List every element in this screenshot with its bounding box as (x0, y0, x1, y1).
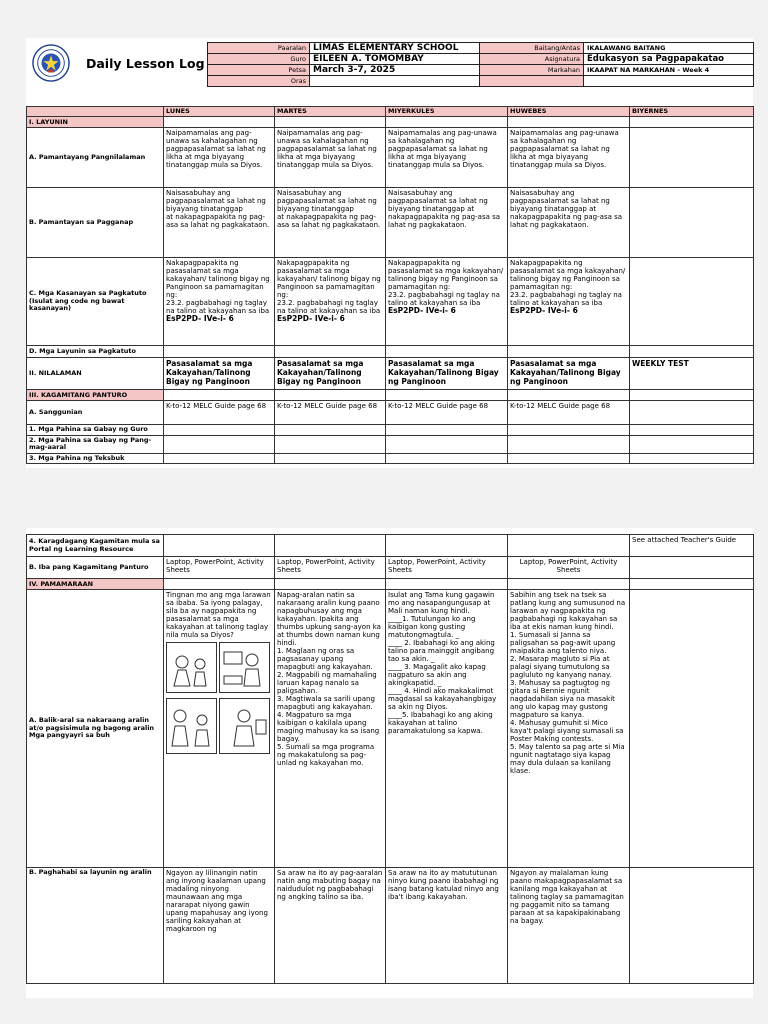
cell-tue: Naipamamalas ang pag-unawa sa kahalagahan ng pagpapasalamat sa lahat ng likha at mga biyayang tinatanggap mula sa Diyos. (275, 128, 386, 188)
kasanayan-code: EsP2PD- IVe-i- 6 (388, 306, 456, 315)
asignatura-value: Edukasyon sa Pagpapakatao (584, 54, 754, 65)
oras-value (310, 76, 480, 87)
cell-wed: Pasasalamat sa mga Kakayahan/Talinong Bigay ng Panginoon (386, 358, 508, 390)
petsa-label: Petsa (208, 65, 310, 76)
cell-fri: WEEKLY TEST (630, 358, 754, 390)
row-label: A. Pamantayang Pangnilalaman (27, 128, 164, 188)
pamantayang-pangnilalaman-row (27, 128, 754, 188)
layunin-row (27, 117, 754, 128)
cell-mon: Ngayon ay lilinangin natin ang inyong kaalaman upang madaling ninyong maunawaan ang mga nararapat niyong gawin upang mapahusay ang iyong sariling kakayahan at magkaroon ng (164, 868, 275, 984)
kasanayan-row (27, 258, 754, 346)
markahan-label: Markahan (480, 65, 584, 76)
iba-pang-row (27, 557, 754, 579)
cell-fri (630, 128, 754, 188)
balik-aral-mon-text: Tingnan mo ang mga larawan sa ibaba. Sa iyong palagay, sila ba ay nagpapakita ng pasasalamat sa mga kakayahan at talinong taglay nila mula sa Diyos? (166, 591, 271, 639)
row-label: B. Iba pang Kagamitang Panturo (27, 557, 164, 579)
cell-mon: Pasasalamat sa mga Kakayahan/Talinong Bigay ng Panginoon (164, 358, 275, 390)
cell-wed (386, 258, 508, 346)
section-layunin: I. LAYUNIN (27, 117, 164, 128)
cell-tue: Sa araw na ito ay pag-aaralan natin ang mabuting bagay na naidudulot ng pagbabahagi ng angking talino sa iba. (275, 868, 386, 984)
cell-tue (275, 258, 386, 346)
header (26, 38, 753, 88)
cell-tue: K-to-12 MELC Guide page 68 (275, 401, 386, 425)
pamantayan-sa-pagganap-row (27, 188, 754, 258)
cell-thu: Laptop, PowerPoint, Activity Sheets (508, 557, 630, 579)
row-label: 2. Mga Pahina sa Gabay ng Pang-mag-aaral (27, 435, 164, 453)
cell-fri (630, 258, 754, 346)
blank-value (584, 76, 754, 87)
kasanayan-code: EsP2PD- IVe-i- 6 (510, 306, 578, 315)
days-header-row (27, 107, 754, 117)
kasanayan-text: Nakapagpapakita ng pasasalamat sa mga kakayahan/ talinong bigay ng Panginoon sa pamamagitan ng: 23.2. pagbabahagi ng taglay na talino at kakayahan sa iba (510, 259, 626, 307)
cell-mon (164, 590, 275, 868)
kagamitang-row (27, 390, 754, 401)
cell-thu: Ngayon ay malalaman kung paano makapagpapasalamat sa kanilang mga kakayahan at talinong taglay sa pamamagitan ng paggamit nito sa tamang paraan at sa kapakipakinabang na bagay. (508, 868, 630, 984)
row-label: A. Sanggunian (27, 401, 164, 425)
cell-wed: Isulat ang Tama kung gagawin mo ang nasapangungusap at Mali naman kung hindi. ____1. Tutulungan ko ang kaibigan kong gusting matutongmagtula. _ ____ 2. Ibabahagi ko ang aking talino para mainggit angibang tao sa akin. _ ____ 3. Magagalit ako kapag nagpaturo sa akin ang akingkapatid. _ ____ 4. Hindi ako makakalimot magdasal sa kakayahangbigay sa akin ng Diyos. ____5. Ibabahagi ko ang aking kakayahan at talino paramakatulong sa kapwa. (386, 590, 508, 868)
cell-wed: Sa araw na ito ay matututunan ninyo kung paano ibabahagi ng isang batang katulad ninyo ang iba't ibang kakayahan. (386, 868, 508, 984)
cell-mon: Laptop, PowerPoint, Activity Sheets (164, 557, 275, 579)
day-huwebes: HUWEBES (508, 107, 630, 117)
day-martes: MARTES (275, 107, 386, 117)
lesson-table-page-1 (26, 106, 754, 464)
kasanayan-text: Nakapagpapakita ng pasasalamat sa mga kakayahan/ talinong bigay ng Panginoon sa pamamagitan ng: 23.2. pagbabahagi ng taglay na talino at kakayahan sa iba (166, 259, 270, 315)
cell-fri (630, 401, 754, 425)
section-kagamitang: III. KAGAMITANG PANTURO (27, 390, 164, 401)
cell-thu: Naipamamalas ang pag-unawa sa kahalagahan ng pagpapasalamat sa lahat ng likha at mga biyayang tinatanggap mula sa Diyos. (508, 128, 630, 188)
kasanayan-code: EsP2PD- IVe-i- 6 (166, 314, 234, 323)
balik-aral-row (27, 590, 754, 868)
day-lunes: LUNES (164, 107, 275, 117)
row-label: B. Paghahabi sa layunin ng aralin (27, 868, 164, 984)
cell-wed: Laptop, PowerPoint, Activity Sheets (386, 557, 508, 579)
lesson-log-page-1 (26, 38, 753, 468)
row-label: D. Mga Layunin sa Pagkatuto (27, 346, 164, 358)
header-info-table (207, 42, 754, 87)
days-corner (27, 107, 164, 117)
markahan-value: IKAAPAT NA MARKAHAN - Week 4 (584, 65, 754, 76)
cell-fri (630, 557, 754, 579)
day-miyerkules: MIYERKULES (386, 107, 508, 117)
asignatura-label: Asignatura (480, 54, 584, 65)
cell-thu: K-to-12 MELC Guide page 68 (508, 401, 630, 425)
paaralan-label: Paaralan (208, 43, 310, 54)
children-illustration (166, 642, 270, 754)
deped-seal-logo (32, 44, 70, 82)
lesson-table-page-2 (26, 534, 754, 984)
cell-mon: Naisasabuhay ang pagpapasalamat sa lahat ng biyayang tinatanggap at nakapagpapakita ng pag-asa sa lahat ng pagkakataon. (164, 188, 275, 258)
cell-tue: Napag-aralan natin sa nakaraang aralin kung paano napagbuhusay ang mga kakayahan. Ipakita ang thumbs upkung sang-ayon ka at thumbs down naman kung hindi. 1. Maglaan ng oras sa pagsasanay upang mapagbuti ang kakayahan. 2. Magpabili ng mamahaling laruan kapag nanalo sa paligsahan. 3. Magtiwala sa sarili upang mapagbuti ang kakayahan. 4. Magpaturo sa mga kaibigan o kakilala upang maging mahusay ka sa isang bagay. 5. Sumali sa mga programa ng makakatulong sa pag-unlad ng kakayahan mo. (275, 590, 386, 868)
cell-wed: K-to-12 MELC Guide page 68 (386, 401, 508, 425)
paaralan-value: LIMAS ELEMENTARY SCHOOL (310, 43, 480, 54)
cell-mon (164, 258, 275, 346)
document-title: Daily Lesson Log (86, 56, 205, 71)
cell-thu: Pasasalamat sa mga Kakayahan/Talinong Bigay ng Panginoon (508, 358, 630, 390)
kasanayan-text: Nakapagpapakita ng pasasalamat sa mga kakayahan/ talinong bigay ng Panginoon sa pamamagitan ng: 23.2. pagbabahagi ng taglay na talino at kakayahan sa iba (277, 259, 381, 315)
row-label: C. Mga Kasanayan sa Pagkatuto (Isulat ang code ng bawat kasanayan) (27, 258, 164, 346)
blank-label (480, 76, 584, 87)
row-label: B. Pamantayan sa Pagganap (27, 188, 164, 258)
cell-fri (630, 188, 754, 258)
cell-thu: Sabihin ang tsek na tsek sa patlang kung ang sumusunod na larawan ay nagpapakita ng pagbabahagi ng kakayahan sa iba at ekis naman kung hindi. 1. Sumasali si Janna sa paligsahan sa pag-awit upang maipakita ang talento niya. 2. Masarap magluto si Pia at palagi siyang tumutulong sa pagluluto ng kanyang nanay. 3. Mahusay sa pagtugtog ng gitara si Bennie ngunit nagdadahilan siya na masakit ang ulo kapag may gustong magpaturo sa kanya. 4. Mahusay gumuhit si Mico kaya't palagi siyang sumasali sa Poster Making contests. 5. May talento sa pag arte si Mia ngunit nagtatago siya kapag may dula dulaan sa kanilang klase. (508, 590, 630, 868)
row-label: 1. Mga Pahina sa Gabay ng Guro (27, 425, 164, 436)
cell-wed: Naipamamalas ang pag-unawa sa kahalagahan ng pagpapasalamat sa lahat ng likha at mga biyayang tinatanggap mula sa Diyos. (386, 128, 508, 188)
row-label: 4. Karagdagang Kagamitan mula sa Portal ng Learning Resource (27, 535, 164, 557)
kasanayan-code: EsP2PD- IVe-i- 6 (277, 314, 345, 323)
row-label: II. NILALAMAN (27, 358, 164, 390)
cell-wed: Naisasabuhay ang pagpapasalamat sa lahat ng biyayang tinatanggap at nakapagpapakita ng pag-asa sa lahat ng pagkakataon. (386, 188, 508, 258)
row-label: A. Balik-aral sa nakaraang aralin at/o pagsisimula ng bagong aralin Mga pangyayri sa buh (27, 590, 164, 868)
day-biyernes: BIYERNES (630, 107, 754, 117)
cell-thu: Naisasabuhay ang pagpapasalamat sa lahat ng biyayang tinatanggap at nakapagpapakita ng pag-asa sa lahat ng pagkakataon. (508, 188, 630, 258)
baitang-value: IKALAWANG BAITANG (584, 43, 754, 54)
cell-fri (630, 868, 754, 984)
nilalaman-row (27, 358, 754, 390)
cell-mon: K-to-12 MELC Guide page 68 (164, 401, 275, 425)
oras-label: Oras (208, 76, 310, 87)
pamamaraan-row (27, 579, 754, 590)
guro-value: EILEEN A. TOMOMBAY (310, 54, 480, 65)
sanggunian-row (27, 401, 754, 425)
guro-label: Guro (208, 54, 310, 65)
cell-mon: Naipamamalas ang pag-unawa sa kahalagahan ng pagpapasalamat sa lahat ng likha at mga biyayang tinatanggap mula sa Diyos. (164, 128, 275, 188)
lesson-log-page-2 (26, 528, 753, 998)
petsa-value: March 3-7, 2025 (310, 65, 480, 76)
kasanayan-text: Nakapagpapakita ng pasasalamat sa mga kakayahan/ talinong bigay ng Panginoon sa pamamagitan ng: 23.2. pagbabahagi ng taglay na talino at kakayahan sa iba (388, 259, 504, 307)
cell-fri: See attached Teacher's Guide (630, 535, 754, 557)
cell-tue: Naisasabuhay ang pagpapasalamat sa lahat ng biyayang tinatanggap at nakapagpapakita ng pag-asa sa lahat ng pagkakataon. (275, 188, 386, 258)
layunin-pagkatuto-row (27, 346, 754, 358)
baitang-label: Baitang/Antas (480, 43, 584, 54)
gabay-guro-row (27, 425, 754, 436)
cell-tue: Laptop, PowerPoint, Activity Sheets (275, 557, 386, 579)
paghahabi-row (27, 868, 754, 984)
section-pamamaraan: IV. PAMAMARAAN (27, 579, 164, 590)
cell-thu (508, 258, 630, 346)
teksbuk-row (27, 453, 754, 464)
row-label: 3. Mga Pahina ng Teksbuk (27, 453, 164, 464)
cell-fri (630, 590, 754, 868)
karagdagang-row (27, 535, 754, 557)
cell-tue: Pasasalamat sa mga Kakayahan/Talinong Bigay ng Panginoon (275, 358, 386, 390)
gabay-mag-aaral-row (27, 435, 754, 453)
